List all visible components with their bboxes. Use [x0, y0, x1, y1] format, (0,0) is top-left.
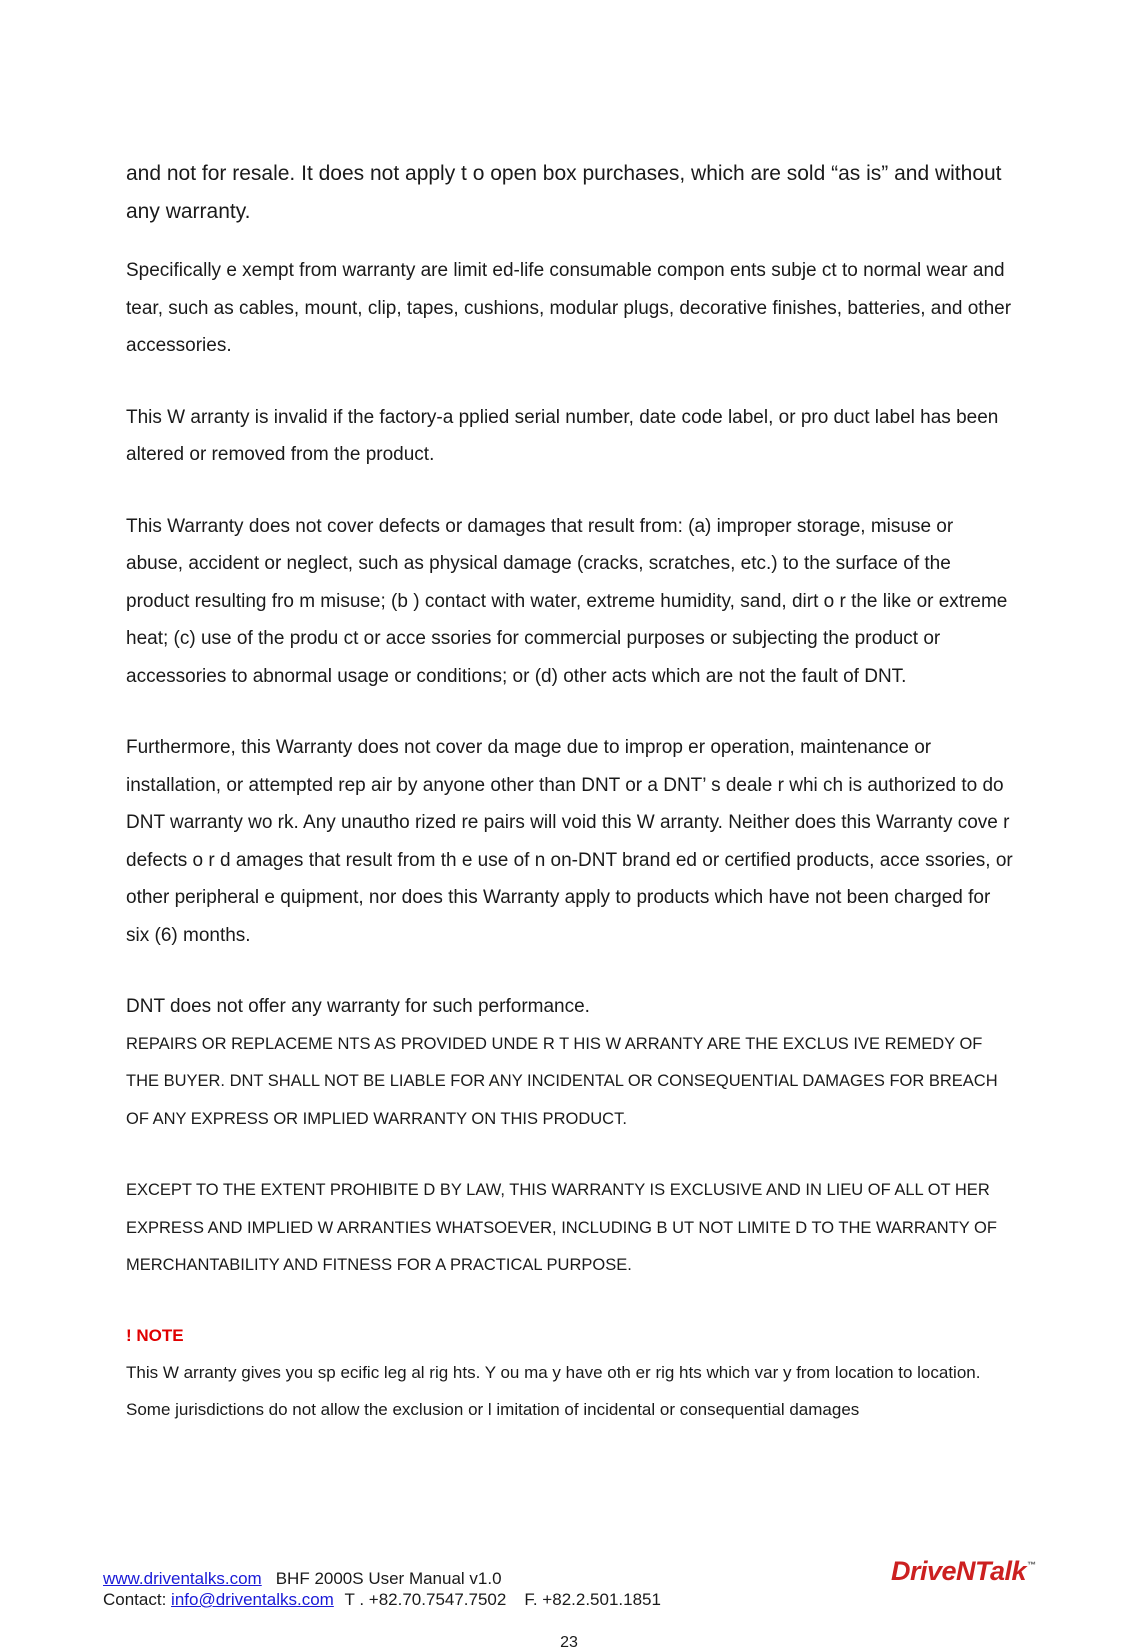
exempt-paragraph: Specifically e xempt from warranty are limit ed-life consumable compon ents subje ct to normal wear and tear, such as cables, mount, clip, tapes, cushions, modular plugs, decorative finishes, batteries, and other accessories. — [126, 260, 1012, 356]
page-number: 23 — [560, 1634, 578, 1651]
invalid-paragraph: This W arranty is invalid if the factory-a pplied serial number, date code label, or pro duct label has been altered or removed from the product. — [126, 406, 999, 465]
website-link[interactable]: www.driventalks.com — [103, 1569, 262, 1588]
performance-paragraph: DNT does not offer any warranty for such performance. — [126, 996, 590, 1017]
brand-name: DriveNTalk — [891, 1556, 1027, 1586]
footer-line-2 — [103, 1589, 1053, 1610]
except-disclaimer: EXCEPT TO THE EXTENT PROHIBITE D BY LAW, THIS WARRANTY IS EXCLUSIVE AND IN LIEU OF ALL OT HER EXPRESS AND IMPLIED W ARRANTIES WHATSOEVER, INCLUDING B UT NOT LIMITE D TO THE WARRANTY OF MERCHANTABILITY AND FITNESS FOR A PRACTICAL PURPOSE. — [126, 1181, 997, 1274]
fax-number: F. +82.2.501.1851 — [524, 1590, 661, 1609]
email-link[interactable]: info@driventalks.com — [171, 1590, 334, 1609]
trademark-mark: ™ — [1027, 1560, 1036, 1570]
furthermore-paragraph: Furthermore, this Warranty does not cover da mage due to improp er operation, maintenance or installation, or attempted rep air by anyone other than DNT or a DNT’ s deale r whi ch is authorized to do DNT warranty wo rk. Any unautho rized re pairs will void this W arranty. Neither does this Warranty cove r defects o r d amages that result from th e use of n on-DNT brand ed or certified products, acce ssories, or other peripheral e quipment, nor does this Warranty apply to products which have not been charged for six (6) months. — [126, 737, 1013, 946]
brand-logo — [891, 1556, 1036, 1587]
repairs-disclaimer: REPAIRS OR REPLACEME NTS AS PROVIDED UNDE R T HIS W ARRANTY ARE THE EXCLUS IVE REMEDY OF THE BUYER. DNT SHALL NOT BE LIABLE FOR ANY INCIDENTAL OR CONSEQUENTIAL DAMAGES FOR BREACH OF ANY EXPRESS OR IMPLIED WARRANTY ON THIS PRODUCT. — [126, 1034, 998, 1128]
intro-paragraph: and not for resale. It does not apply t o open box purchases, which are sold “as is” and without any warranty. — [126, 162, 1002, 223]
page-content — [126, 155, 1014, 1429]
contact-label: Contact: — [103, 1590, 167, 1609]
phone-number: T . +82.70.7547.7502 — [344, 1590, 507, 1609]
manual-title: BHF 2000S User Manual v1.0 — [275, 1569, 502, 1588]
note-heading: ! NOTE — [126, 1325, 184, 1345]
defects-paragraph: This Warranty does not cover defects or damages that result from: (a) improper storage, misuse or abuse, accident or neglect, such as physical damage (cracks, scratches, etc.) to the surface of the product resulting fro m misuse; (b ) contact with water, extreme humidity, sand, dirt o r the like or extreme heat; (c) use of the produ ct or acce ssories for commercial purposes or subjecting the product or accessories to abnormal usage or conditions; or (d) other acts which are not the fault of DNT. — [126, 515, 1008, 687]
note-text: This W arranty gives you sp ecific leg al rig hts. Y ou ma y have oth er rig hts which var y from location to location. Some jurisdictions do not allow the exclusion or l imitation of incidental or consequential damages — [126, 1362, 981, 1419]
